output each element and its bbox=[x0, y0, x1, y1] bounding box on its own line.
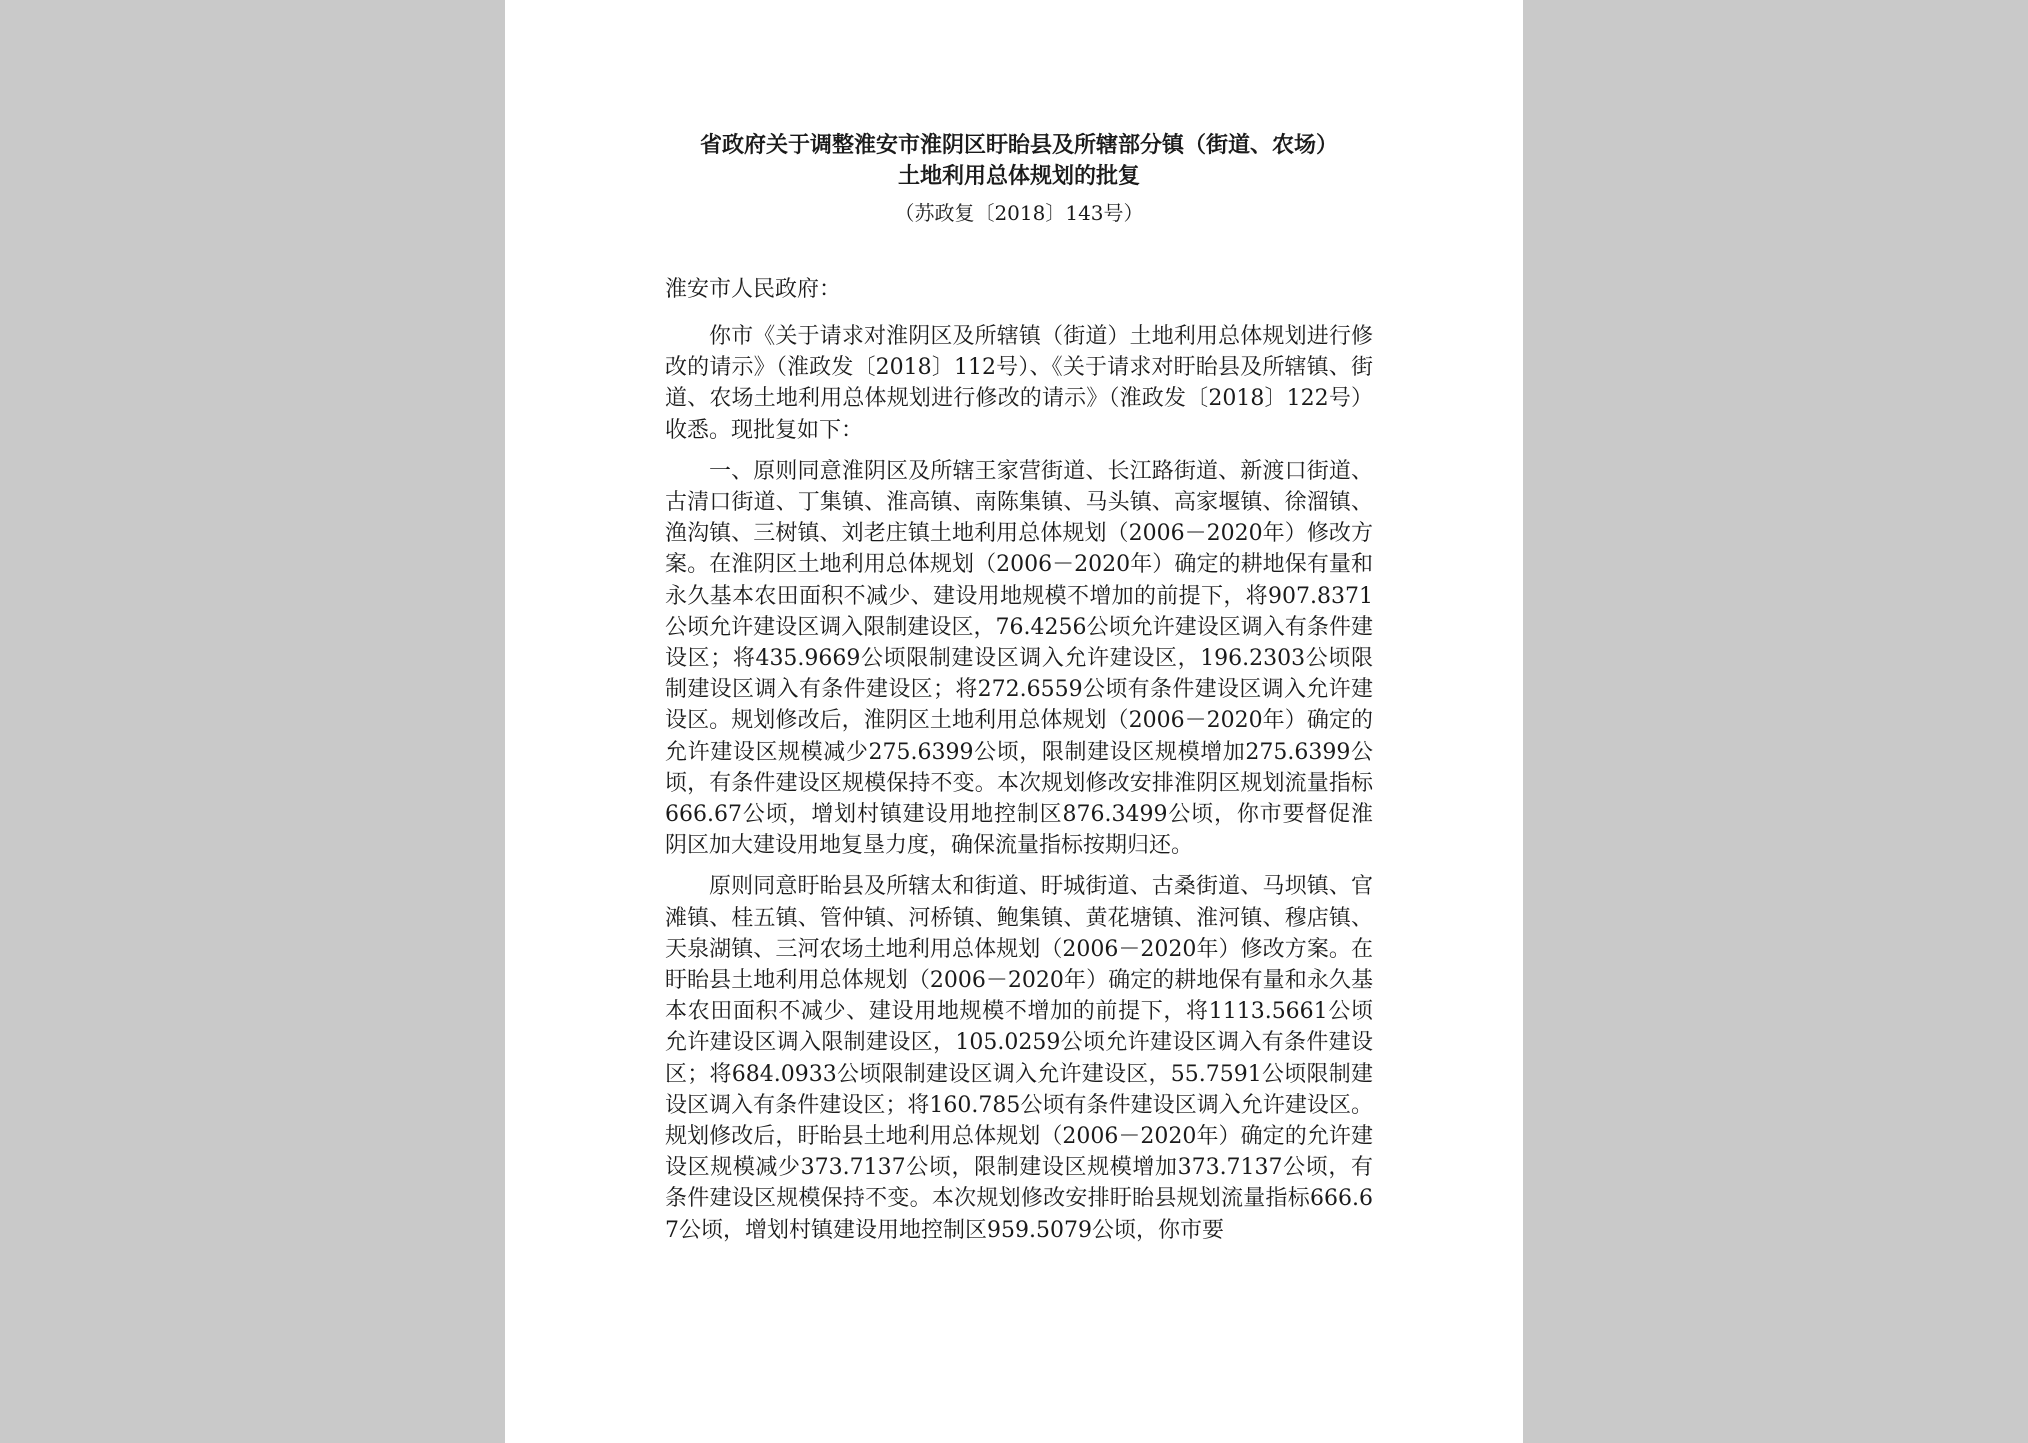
document-page bbox=[505, 0, 1523, 1443]
body-paragraph-intro: 你市《关于请求对淮阴区及所辖镇（街道）土地利用总体规划进行修改的请示》（淮政发〔2018〕112号）、《关于请求对盱眙县及所辖镇、街道、农场土地利用总体规划进行修改的请示》（淮政发〔2018〕122号）收悉。现批复如下： bbox=[665, 324, 1373, 443]
document-number: （苏政复〔2018〕143号） bbox=[894, 201, 1144, 225]
document-title bbox=[665, 130, 1373, 192]
title-line-1: 省政府关于调整淮安市淮阴区盱眙县及所辖部分镇（街道、农场） bbox=[699, 132, 1338, 158]
body-paragraph-xuyi: 原则同意盱眙县及所辖太和街道、盱城街道、古桑街道、马坝镇、官滩镇、桂五镇、管仲镇、河桥镇、鲍集镇、黄花塘镇、淮河镇、穆店镇、天泉湖镇、三河农场土地利用总体规划（2006－2020年）修改方案。在盱眙县土地利用总体规划（2006－2020年）确定的耕地保有量和永久基本农田面积不减少、建设用地规模不增加的前提下，将1113.5661公顷允许建设区调入限制建设区，105.0259公顷允许建设区调入有条件建设区；将684.0933公顷限制建设区调入允许建设区，55.7591公顷限制建设区调入有条件建设区；将160.785公顷有条件建设区调入允许建设区。规划修改后，盱眙县土地利用总体规划（2006－2020年）确定的允许建设区规模减少373.7137公顷，限制建设区规模增加373.7137公顷，有条件建设区规模保持不变。本次规划修改安排盱眙县规划流量指标666.67公顷，增划村镇建设用地控制区959.5079公顷，你市要 bbox=[665, 874, 1373, 1243]
document-content bbox=[665, 130, 1373, 1246]
addressee: 淮安市人民政府： bbox=[665, 277, 842, 302]
body-paragraph-huaiyin: 一、原则同意淮阴区及所辖王家营街道、长江路街道、新渡口街道、古清口街道、丁集镇、淮高镇、南陈集镇、马头镇、高家堰镇、徐溜镇、渔沟镇、三树镇、刘老庄镇土地利用总体规划（2006－2020年）修改方案。在淮阴区土地利用总体规划（2006－2020年）确定的耕地保有量和永久基本农田面积不减少、建设用地规模不增加的前提下，将907.8371公顷允许建设区调入限制建设区，76.4256公顷允许建设区调入有条件建设区；将435.9669公顷限制建设区调入允许建设区，196.2303公顷限制建设区调入有条件建设区；将272.6559公顷有条件建设区调入允许建设区。规划修改后，淮阴区土地利用总体规划（2006－2020年）确定的允许建设区规模减少275.6399公顷，限制建设区规模增加275.6399公顷，有条件建设区规模保持不变。本次规划修改安排淮阴区规划流量指标666.67公顷，增划村镇建设用地控制区876.3499公顷，你市要督促淮阴区加大建设用地复垦力度，确保流量指标按期归还。 bbox=[665, 458, 1373, 859]
title-line-2: 土地利用总体规划的批复 bbox=[897, 163, 1140, 189]
